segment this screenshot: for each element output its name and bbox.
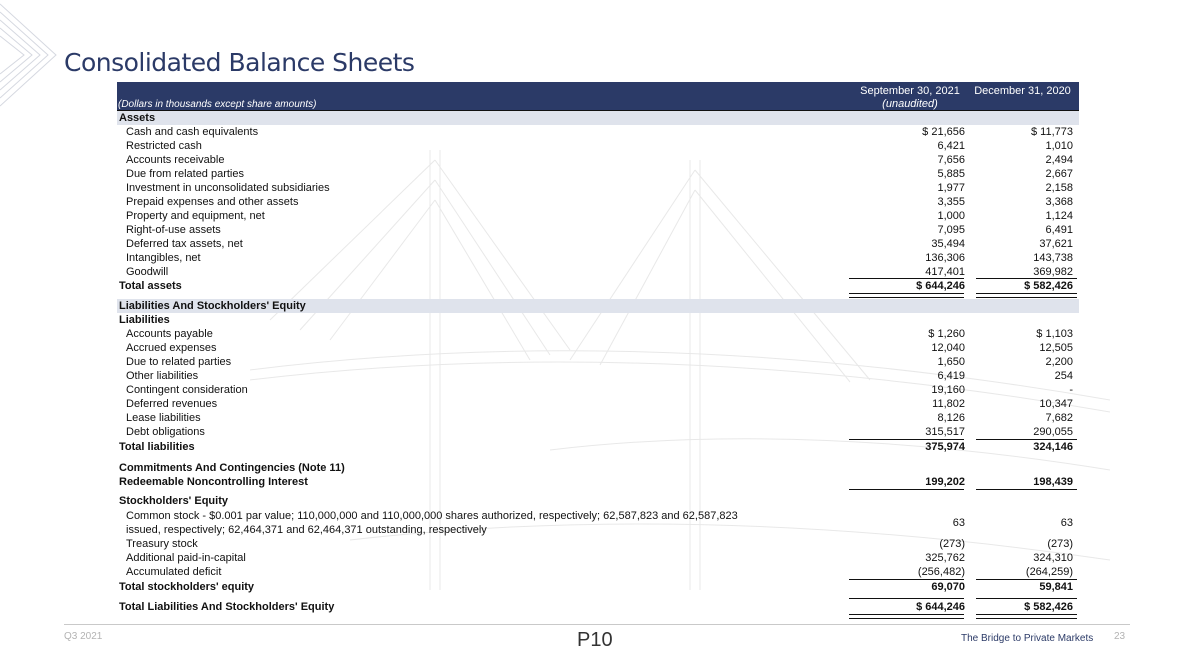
row-label: Cash and cash equivalents: [126, 126, 259, 138]
table-row: [117, 223, 1079, 237]
value-2021: 5,885: [937, 168, 965, 180]
value-2021: 35,494: [931, 238, 965, 250]
row-label: Deferred tax assets, net: [126, 238, 243, 250]
value-2020: 12,505: [1039, 342, 1073, 354]
table-row: [117, 411, 1079, 425]
table-row-total: [117, 580, 1079, 594]
column-header-label: September 30, 2021: [860, 85, 960, 97]
value-2020: 1,010: [1045, 140, 1073, 152]
row-label: Total liabilities: [119, 441, 195, 453]
value-2020: 198,439: [1033, 476, 1073, 488]
row-label: Due from related parties: [126, 168, 244, 180]
value-2021: 417,401: [925, 266, 965, 278]
value-2020: 324,310: [1033, 552, 1073, 564]
total-double-rule: [849, 293, 964, 298]
row-label: Additional paid-in-capital: [126, 552, 246, 564]
section-label: Stockholders' Equity: [119, 495, 228, 507]
value-2021: 19,160: [931, 384, 965, 396]
table-row: [117, 265, 1079, 279]
subsection-stockholders-equity: [117, 494, 1079, 508]
row-label: Total Liabilities And Stockholders' Equity: [119, 601, 335, 613]
row-label: Contingent consideration: [126, 384, 248, 396]
value-2020: $ 582,426: [1024, 601, 1073, 613]
value-2021: 3,355: [937, 196, 965, 208]
value-2020: 59,841: [1039, 581, 1073, 593]
value-2020: 7,682: [1045, 412, 1073, 424]
section-label: Assets: [119, 112, 156, 124]
row-label: Property and equipment, net: [126, 210, 265, 222]
table-row: [117, 551, 1079, 565]
value-2020: 2,494: [1045, 154, 1073, 166]
value-2021: 1,977: [937, 182, 965, 194]
value-2021: 12,040: [931, 342, 965, 354]
row-label: Total assets: [119, 280, 182, 292]
value-2020: $ 1,103: [1036, 328, 1073, 340]
section-label: Liabilities And Stockholders' Equity: [119, 300, 306, 312]
row-label: Accumulated deficit: [126, 566, 222, 578]
table-row-grand-total: [117, 600, 1079, 614]
page-number: 23: [1114, 631, 1126, 642]
section-liabilities-equity: [117, 299, 1079, 313]
value-2021: (256,482): [917, 566, 965, 578]
table-row: [117, 237, 1079, 251]
row-label: Right-of-use assets: [126, 224, 221, 236]
subtotal-rule: [976, 598, 1077, 599]
table-row: [117, 565, 1079, 579]
value-2020: $ 11,773: [1030, 126, 1073, 138]
value-2021: 6,421: [937, 140, 965, 152]
total-double-rule: [976, 293, 1077, 298]
row-label: Other liabilities: [126, 370, 199, 382]
table-row: [117, 369, 1079, 383]
row-label: issued, respectively; 62,464,371 and 62,464,371 outstanding, respectively: [126, 524, 487, 536]
column-header-label: December 31, 2020: [974, 85, 1071, 97]
subtotal-rule: [976, 489, 1077, 490]
row-label: Accrued expenses: [126, 342, 217, 354]
table-row: [117, 355, 1079, 369]
column-header-sep-2021: [850, 85, 970, 110]
value-2021: 69,070: [931, 581, 965, 593]
table-row-total: [117, 440, 1079, 454]
row-label: Restricted cash: [126, 140, 202, 152]
footer-logo-text: P10: [577, 629, 613, 651]
total-double-rule: [976, 614, 1077, 619]
table-row: [117, 475, 1079, 489]
value-2021: 8,126: [937, 412, 965, 424]
subtotal-rule: [849, 598, 964, 599]
subtotal-rule: [849, 489, 964, 490]
value-2020: (264,259): [1025, 566, 1073, 578]
row-label: Prepaid expenses and other assets: [126, 196, 299, 208]
value-2021: 1,000: [937, 210, 965, 222]
value-2020: 6,491: [1045, 224, 1073, 236]
total-double-rule: [849, 614, 964, 619]
unaudited-label: (unaudited): [882, 98, 938, 110]
value-2021: 325,762: [925, 552, 965, 564]
value-2020: 37,621: [1039, 238, 1073, 250]
value-2020: -: [1069, 384, 1073, 396]
value-2021: $ 1,260: [928, 328, 965, 340]
table-row: [117, 125, 1079, 139]
row-label: Goodwill: [126, 266, 169, 278]
table-row: [117, 139, 1079, 153]
value-2021: 315,517: [925, 426, 965, 438]
value-2021: 136,306: [925, 252, 965, 264]
value-2021: 63: [952, 517, 965, 529]
value-2020: $ 582,426: [1024, 280, 1073, 292]
value-2020: 63: [1060, 517, 1073, 529]
subsection-liabilities: [117, 313, 1079, 327]
value-2021: $ 644,246: [916, 280, 965, 292]
value-2021: 199,202: [925, 476, 965, 488]
table-row: [117, 341, 1079, 355]
value-2020: 290,055: [1033, 426, 1073, 438]
row-label: Accounts payable: [126, 328, 213, 340]
value-2021: 375,974: [925, 441, 965, 453]
row-label: Commitments And Contingencies (Note 11): [119, 462, 345, 474]
table-row: [117, 167, 1079, 181]
table-row: [117, 383, 1079, 397]
column-header-dec-2020: [970, 85, 1075, 97]
table-row: [117, 251, 1079, 265]
table-row: [117, 181, 1079, 195]
table-row-continued: [117, 523, 1079, 537]
value-2021: 1,650: [937, 356, 965, 368]
table-row: [117, 425, 1079, 439]
value-2020: (273): [1047, 538, 1073, 550]
value-2020: 143,738: [1033, 252, 1073, 264]
table-row-total: [117, 279, 1079, 293]
row-label: Total stockholders' equity: [119, 581, 255, 593]
row-label: Deferred revenues: [126, 398, 218, 410]
value-2021: 7,095: [937, 224, 965, 236]
table-row: [117, 397, 1079, 411]
units-note: (Dollars in thousands except share amounts): [118, 99, 317, 110]
corner-decoration-graphic: [0, 0, 60, 110]
row-label: Intangibles, net: [126, 252, 201, 264]
table-row: [117, 209, 1079, 223]
value-2020: 324,146: [1033, 441, 1073, 453]
value-2020: 2,667: [1045, 168, 1073, 180]
row-label: Treasury stock: [126, 538, 198, 550]
table-row: [117, 153, 1079, 167]
row-label: Accounts receivable: [126, 154, 225, 166]
value-2021: 11,802: [932, 398, 965, 410]
value-2020: 1,124: [1045, 210, 1073, 222]
footer-divider: [64, 624, 1130, 625]
row-label: Debt obligations: [126, 426, 205, 438]
section-assets: [117, 111, 1079, 125]
commitments-row: [117, 461, 1079, 475]
row-label: Investment in unconsolidated subsidiaries: [126, 182, 330, 194]
table-row: [117, 537, 1079, 551]
value-2020: 3,368: [1045, 196, 1073, 208]
value-2020: 2,200: [1045, 356, 1073, 368]
value-2020: 2,158: [1045, 182, 1073, 194]
page-title: Consolidated Balance Sheets: [64, 48, 415, 77]
footer-quarter: Q3 2021: [64, 631, 103, 642]
value-2021: 7,656: [937, 154, 965, 166]
value-2021: $ 21,656: [922, 126, 965, 138]
table-row: [117, 195, 1079, 209]
value-2021: $ 644,246: [916, 601, 965, 613]
table-row: [117, 327, 1079, 341]
value-2021: 6,419: [937, 370, 965, 382]
section-label: Liabilities: [119, 314, 170, 326]
footer-tagline: The Bridge to Private Markets: [961, 633, 1094, 644]
value-2020: 10,347: [1039, 398, 1073, 410]
value-2020: 254: [1054, 370, 1073, 382]
value-2020: 369,982: [1033, 266, 1073, 278]
row-label: Due to related parties: [126, 356, 232, 368]
row-label: Lease liabilities: [126, 412, 201, 424]
row-label: Redeemable Noncontrolling Interest: [119, 476, 308, 488]
row-label: Common stock - $0.001 par value; 110,000,000 and 110,000,000 shares authorized, respectively; 62,587,823 and 62,587,823: [126, 510, 738, 522]
value-2021: (273): [939, 538, 965, 550]
